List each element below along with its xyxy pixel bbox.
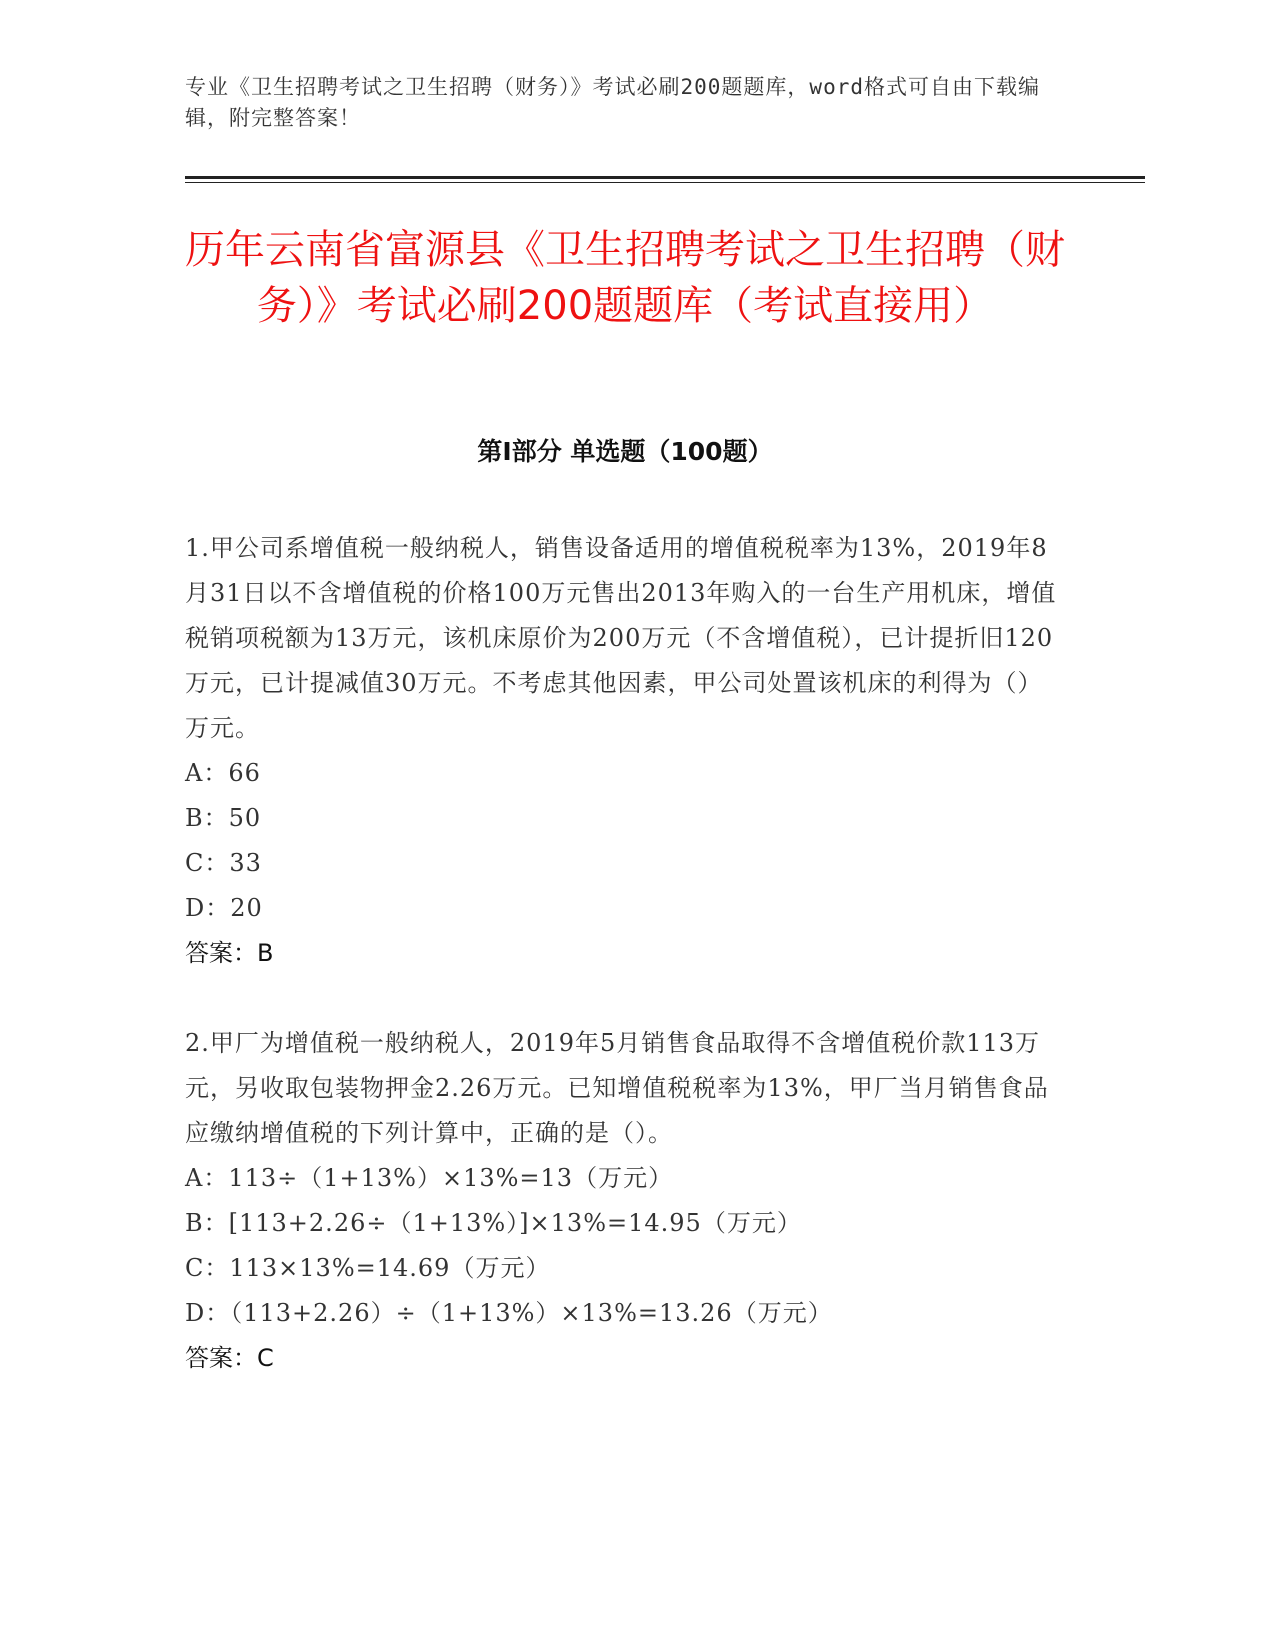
header-divider-thick bbox=[185, 176, 1145, 179]
option-d: D：（113+2.26）÷（1+13%）×13%=13.26（万元） bbox=[185, 1299, 833, 1327]
answer-line: 答案：B bbox=[185, 939, 274, 967]
answer-line: 答案：C bbox=[185, 1344, 274, 1372]
header-divider-thin bbox=[185, 182, 1145, 183]
option-c: C：33 bbox=[185, 849, 262, 877]
option-b: B：50 bbox=[185, 804, 262, 832]
document-title: 历年云南省富源县《卫生招聘考试之卫生招聘（财务）》考试必刷200题题库（考试直接用） bbox=[185, 227, 1065, 329]
option-d: D：20 bbox=[185, 894, 263, 922]
question-item bbox=[185, 526, 1065, 976]
header-note: 专业《卫生招聘考试之卫生招聘（财务）》考试必刷200题题库，word格式可自由下载编辑，附完整答案！ bbox=[185, 75, 1040, 130]
option-b: B：[113+2.26÷（1+13%）]×13%=14.95（万元） bbox=[185, 1209, 802, 1237]
option-a: A：113÷（1+13%）×13%=13（万元） bbox=[185, 1164, 674, 1192]
option-c: C：113×13%=14.69（万元） bbox=[185, 1254, 551, 1282]
question-item bbox=[185, 1021, 1065, 1381]
option-a: A：66 bbox=[185, 759, 261, 787]
question-stem: 1.甲公司系增值税一般纳税人，销售设备适用的增值税税率为13%，2019年8月31日以不含增值税的价格100万元售出2013年购入的一台生产用机床，增值税销项税额为13万元，该机床原价为200万元（不含增值税），已计提折旧120万元，已计提减值30万元。不考虑其他因素，甲公司处置该机床的利得为（）万元。 bbox=[185, 534, 1057, 742]
question-stem: 2.甲厂为增值税一般纳税人，2019年5月销售食品取得不含增值税价款113万元，另收取包装物押金2.26万元。已知增值税税率为13%，甲厂当月销售食品应缴纳增值税的下列计算中，正确的是（）。 bbox=[185, 1029, 1049, 1147]
section-heading: 第Ⅰ部分 单选题（100题） bbox=[477, 437, 773, 466]
